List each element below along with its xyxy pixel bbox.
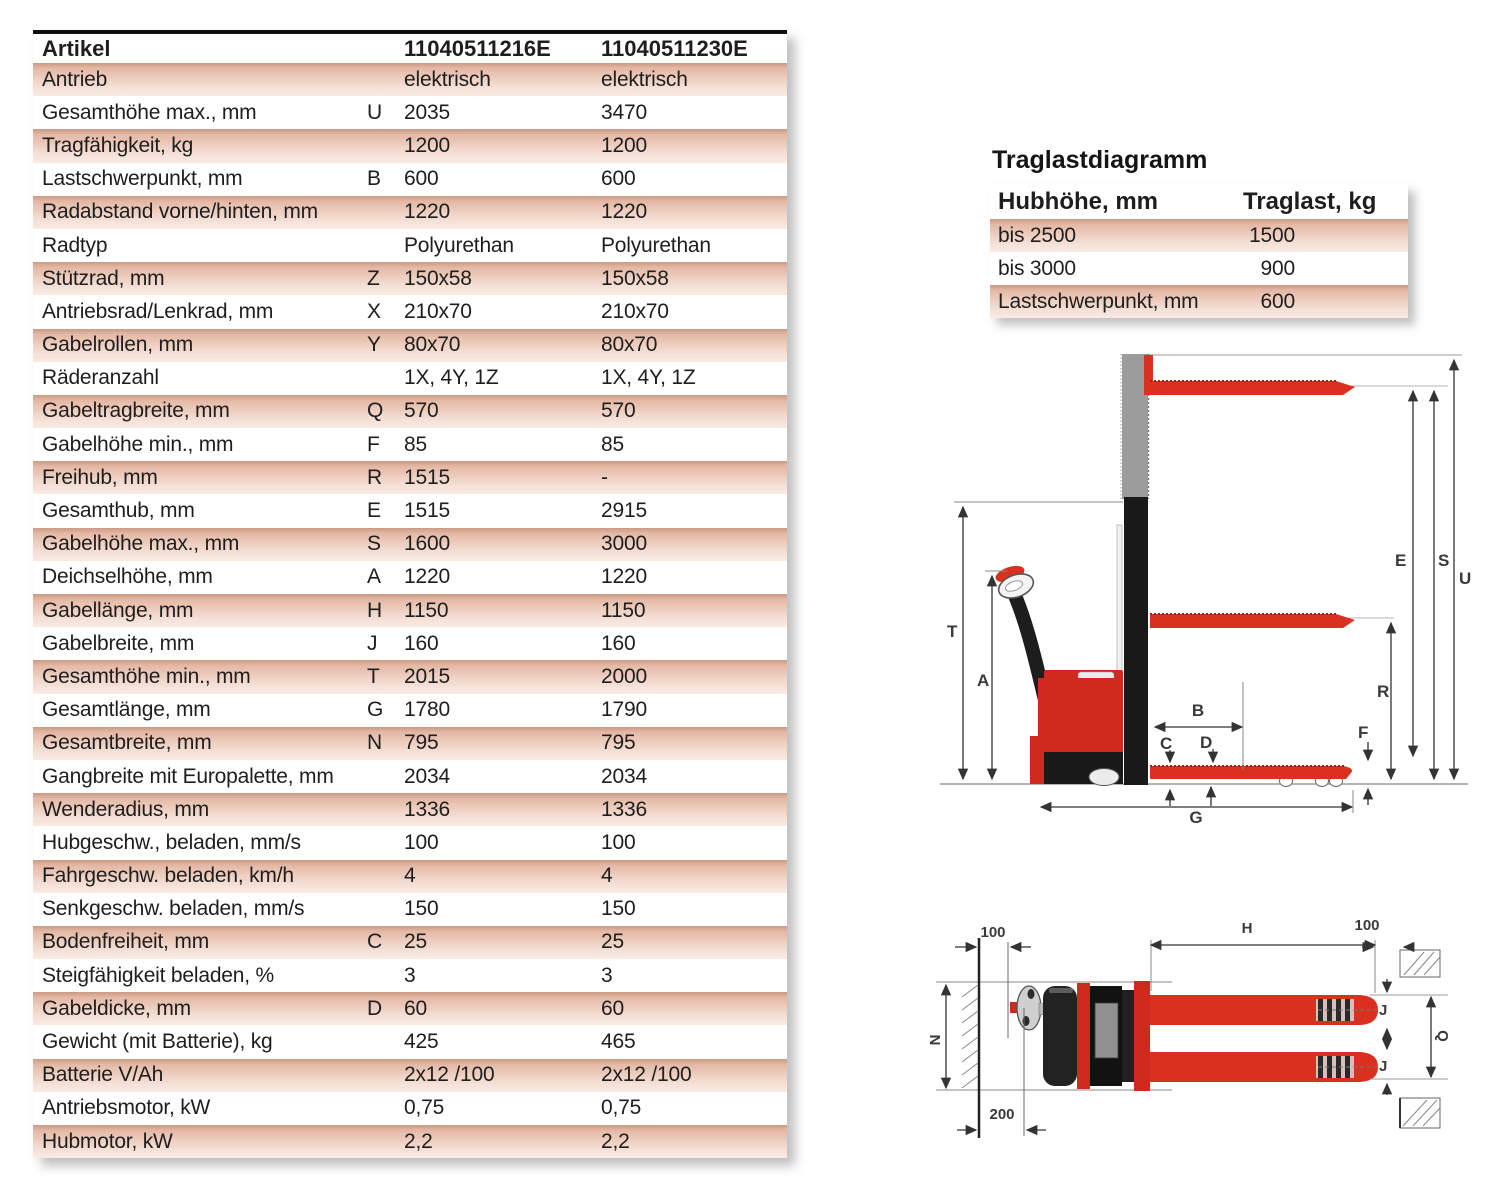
load-chart-row [990, 219, 1408, 252]
body-red-housing [1038, 678, 1123, 756]
spec-row-value-model-2: 3000 [601, 532, 647, 556]
dim-label-N: N [927, 1034, 944, 1046]
spec-row-value-model-2: 2,2 [601, 1129, 630, 1153]
spec-row-value-model-2: 160 [601, 631, 636, 655]
spec-row-value-model-2: 85 [601, 432, 624, 456]
spec-row-label: Gabeldicke, mm [42, 996, 191, 1020]
spec-table [33, 30, 787, 1158]
spec-table-row [33, 893, 787, 926]
spec-row-value-model-2: 4 [601, 864, 613, 888]
spec-row-value-model-2: 2915 [601, 499, 647, 523]
spec-row-value-model-1: 3 [404, 963, 416, 987]
spec-table-row [33, 926, 787, 959]
spec-table-row [33, 860, 787, 893]
stacker-side-view-drawing [930, 340, 1505, 855]
spec-row-dimension-letter: Q [367, 399, 384, 423]
spec-table-row [33, 163, 787, 196]
spec-table-row [33, 494, 787, 527]
spec-table-row [33, 295, 787, 328]
spec-row-value-model-2: 3470 [601, 100, 647, 124]
dim-label-200: 200 [989, 1106, 1015, 1123]
dim-label-A: A [977, 671, 990, 690]
spec-table-row [33, 992, 787, 1025]
spec-row-label: Lastschwerpunkt, mm [42, 167, 243, 191]
dim-label-J-upper: J [1379, 1002, 1388, 1019]
spec-row-value-model-1: 2x12 /100 [404, 1063, 495, 1087]
dim-label-J-lower: J [1379, 1058, 1388, 1075]
dim-label-U: U [1459, 569, 1472, 588]
spec-table-row [33, 229, 787, 262]
spec-row-value-model-1: 2035 [404, 100, 450, 124]
spec-row-value-model-2: 1150 [601, 598, 646, 622]
load-chart-header-row [990, 184, 1408, 219]
top-view-dimension-lines [946, 940, 1448, 1136]
spec-table-row [33, 528, 787, 561]
spec-row-value-model-2: - [601, 465, 608, 489]
spec-row-dimension-letter: Y [367, 333, 381, 357]
spec-row-value-model-1: Polyurethan [404, 233, 514, 257]
spec-row-value-model-2: 1220 [601, 200, 647, 224]
spec-row-dimension-letter: F [367, 432, 380, 456]
spec-row-value-model-1: 160 [404, 631, 439, 655]
spec-row-label: Gangbreite mit Europalette, mm [42, 764, 334, 788]
spec-row-label: Stützrad, mm [42, 266, 165, 290]
tiller-hub [1010, 1002, 1017, 1013]
spec-row-label: Hubmotor, kW [42, 1129, 173, 1153]
spec-table-row [33, 461, 787, 494]
spec-row-dimension-letter: R [367, 465, 382, 489]
fork-raised-middle [1150, 614, 1355, 628]
load-row-value: 900 [1260, 256, 1295, 280]
spec-table-row [33, 96, 787, 129]
spec-row-dimension-letter: H [367, 598, 382, 622]
pallet-wall-blocks [1400, 950, 1440, 1128]
spec-row-value-model-1: 1220 [404, 200, 450, 224]
dim-label-D: D [1200, 733, 1213, 752]
load-row-label: bis 3000 [998, 256, 1076, 280]
spec-row-value-model-2: Polyurethan [601, 233, 711, 257]
spec-table-row [33, 627, 787, 660]
spec-row-dimension-letter: T [367, 664, 380, 688]
dim-label-F: F [1358, 723, 1369, 742]
dim-label-Q: Q [1434, 1030, 1451, 1042]
spec-row-value-model-1: 150 [404, 897, 439, 921]
spec-header-article: Artikel [42, 35, 111, 61]
dim-label-T: T [947, 622, 958, 641]
spec-row-dimension-letter: Z [367, 266, 380, 290]
dim-label-S: S [1438, 551, 1450, 570]
spec-row-dimension-letter: G [367, 698, 384, 722]
spec-row-value-model-1: 600 [404, 167, 439, 191]
spec-row-value-model-1: 210x70 [404, 299, 472, 323]
dim-label-100-left: 100 [980, 924, 1006, 941]
stacker-top-view-drawing [925, 890, 1505, 1195]
spec-row-value-model-2: 2000 [601, 664, 647, 688]
spec-row-label: Fahrgeschw. beladen, km/h [42, 864, 294, 888]
spec-table-row [33, 362, 787, 395]
spec-row-value-model-2: 1200 [601, 133, 647, 157]
spec-row-dimension-letter: X [367, 299, 381, 323]
spec-table-row [33, 329, 787, 362]
load-chart-body [990, 219, 1408, 318]
spec-row-dimension-letter: C [367, 930, 382, 954]
spec-table-row [33, 561, 787, 594]
spec-row-value-model-1: 425 [404, 1030, 439, 1054]
spec-table-row [33, 826, 787, 859]
spec-row-label: Antrieb [42, 67, 108, 91]
spec-row-value-model-1: 2015 [404, 664, 450, 688]
spec-row-dimension-letter: N [367, 731, 382, 755]
spec-table-row [33, 1125, 787, 1158]
spec-table-body [33, 63, 787, 1158]
spec-row-label: Antriebsmotor, kW [42, 1096, 211, 1120]
spec-row-label: Hubgeschw., beladen, mm/s [42, 830, 301, 854]
spec-row-value-model-2: 80x70 [601, 333, 658, 357]
load-row-value: 600 [1260, 289, 1295, 313]
spec-row-value-model-1: 60 [404, 996, 427, 1020]
fork-carriage-beam [1134, 981, 1150, 1091]
spec-row-value-model-1: 1780 [404, 698, 450, 722]
spec-row-dimension-letter: B [367, 167, 381, 191]
load-chart-table [990, 184, 1408, 318]
load-row-label: Lastschwerpunkt, mm [998, 289, 1199, 313]
spec-row-value-model-2: 2034 [601, 764, 647, 788]
wall-hatching [962, 985, 978, 1088]
spec-table-row [33, 959, 787, 992]
spec-row-value-model-2: 600 [601, 167, 636, 191]
spec-row-value-model-2: 60 [601, 996, 624, 1020]
tiller-base-housing [1043, 986, 1077, 1086]
spec-table-row [33, 395, 787, 428]
spec-header-model-2: 11040511230E [601, 35, 748, 61]
spec-row-value-model-2: elektrisch [601, 67, 688, 91]
spec-row-label: Gesamthub, mm [42, 499, 195, 523]
spec-row-value-model-1: 795 [404, 731, 439, 755]
dim-label-100-right: 100 [1354, 917, 1380, 934]
spec-row-label: Gabellänge, mm [42, 598, 194, 622]
dim-label-E: E [1395, 551, 1407, 570]
spec-table-row [33, 1025, 787, 1058]
load-chart-row [990, 285, 1408, 318]
spec-row-value-model-2: 150x58 [601, 266, 669, 290]
spec-row-value-model-2: 2x12 /100 [601, 1063, 692, 1087]
stacker-body-top-view [1010, 981, 1150, 1091]
spec-row-label: Gabelhöhe max., mm [42, 532, 240, 556]
spec-row-dimension-letter: D [367, 996, 382, 1020]
spec-row-value-model-2: 25 [601, 930, 624, 954]
spec-row-value-model-1: 100 [404, 830, 439, 854]
spec-row-value-model-2: 1220 [601, 565, 647, 589]
spec-table-row [33, 594, 787, 627]
spec-row-value-model-1: 2,2 [404, 1129, 433, 1153]
spec-row-value-model-1: 0,75 [404, 1096, 445, 1120]
spec-row-label: Radtyp [42, 233, 108, 257]
spec-row-label: Deichselhöhe, mm [42, 565, 213, 589]
spec-row-label: Wenderadius, mm [42, 797, 210, 821]
spec-table-row [33, 694, 787, 727]
spec-table-row [33, 63, 787, 96]
spec-row-value-model-2: 465 [601, 1030, 636, 1054]
spec-row-value-model-2: 1336 [601, 797, 647, 821]
spec-row-dimension-letter: E [367, 499, 381, 523]
drive-wheel [1089, 769, 1119, 786]
load-chart-title: Traglastdiagramm [992, 146, 1208, 174]
spec-row-label: Gesamtbreite, mm [42, 731, 212, 755]
spec-row-value-model-1: 1220 [404, 565, 450, 589]
spec-row-label: Gabelbreite, mm [42, 631, 195, 655]
spec-row-value-model-2: 3 [601, 963, 613, 987]
spec-row-label: Räderanzahl [42, 366, 159, 390]
spec-table-row [33, 129, 787, 162]
dim-label-C: C [1160, 734, 1173, 753]
spec-row-value-model-2: 100 [601, 830, 636, 854]
spec-row-value-model-2: 1X, 4Y, 1Z [601, 366, 696, 390]
dim-label-R: R [1377, 682, 1390, 701]
spec-table-row [33, 262, 787, 295]
spec-row-value-model-2: 570 [601, 399, 636, 423]
spec-row-value-model-1: 80x70 [404, 333, 461, 357]
spec-row-value-model-2: 0,75 [601, 1096, 642, 1120]
spec-row-value-model-2: 795 [601, 731, 636, 755]
spec-row-label: Tragfähigkeit, kg [42, 133, 194, 157]
spec-row-dimension-letter: U [367, 100, 382, 124]
spec-table-row [33, 793, 787, 826]
spec-row-label: Steigfähigkeit beladen, % [42, 963, 274, 987]
spec-row-label: Gewicht (mit Batterie), kg [42, 1030, 273, 1054]
spec-row-label: Bodenfreiheit, mm [42, 930, 210, 954]
load-chart-header-traglast: Traglast, kg [1243, 187, 1377, 215]
load-row-label: bis 2500 [998, 223, 1076, 247]
spec-row-value-model-2: 210x70 [601, 299, 669, 323]
stacker-body [994, 563, 1123, 786]
spec-row-value-model-1: 570 [404, 399, 439, 423]
spec-row-value-model-2: 150 [601, 897, 636, 921]
spec-row-value-model-1: 150x58 [404, 266, 472, 290]
load-chart-header-hubhoehe: Hubhöhe, mm [998, 187, 1158, 215]
spec-row-value-model-1: 4 [404, 864, 416, 888]
spec-table-row [33, 727, 787, 760]
spec-row-value-model-1: elektrisch [404, 67, 491, 91]
load-row-value: 1500 [1249, 223, 1295, 247]
spec-table-row [33, 196, 787, 229]
spec-row-value-model-1: 85 [404, 432, 427, 456]
fork-raised-top [1150, 381, 1355, 395]
spec-table-row [33, 1059, 787, 1092]
spec-row-label: Radabstand vorne/hinten, mm [42, 200, 318, 224]
spec-row-value-model-1: 1515 [404, 499, 450, 523]
spec-row-value-model-1: 1515 [404, 465, 450, 489]
spec-row-label: Gesamtlänge, mm [42, 698, 211, 722]
spec-row-label: Gabelrollen, mm [42, 333, 194, 357]
spec-row-dimension-letter: J [367, 631, 378, 655]
spec-row-value-model-1: 1X, 4Y, 1Z [404, 366, 499, 390]
spec-row-value-model-1: 2034 [404, 764, 450, 788]
spec-table-header-row [33, 34, 787, 63]
spec-header-model-1: 11040511216E [404, 35, 551, 61]
spec-row-label: Gabelhöhe min., mm [42, 432, 234, 456]
battery-cover [1095, 1003, 1118, 1058]
spec-row-value-model-1: 1200 [404, 133, 450, 157]
spec-row-dimension-letter: S [367, 532, 381, 556]
spec-row-value-model-1: 1336 [404, 797, 450, 821]
forks-top-view [1150, 995, 1380, 1082]
spec-row-label: Gesamthöhe max., mm [42, 100, 257, 124]
spec-table-row [33, 428, 787, 461]
dim-label-B: B [1191, 701, 1205, 720]
spec-row-value-model-1: 1150 [404, 598, 449, 622]
spec-row-value-model-1: 25 [404, 930, 427, 954]
dim-label-H: H [1241, 920, 1253, 937]
spec-table-row [33, 660, 787, 693]
spec-row-label: Senkgeschw. beladen, mm/s [42, 897, 305, 921]
spec-table-row [33, 760, 787, 793]
load-chart-row [990, 252, 1408, 285]
spec-row-label: Freihub, mm [42, 465, 158, 489]
spec-row-value-model-2: 1790 [601, 698, 647, 722]
dim-label-G: G [1189, 808, 1203, 827]
spec-row-label: Gabeltragbreite, mm [42, 399, 230, 423]
spec-table-row [33, 1092, 787, 1125]
spec-row-dimension-letter: A [367, 565, 381, 589]
spec-row-label: Gesamthöhe min., mm [42, 664, 251, 688]
spec-row-label: Antriebsrad/Lenkrad, mm [42, 299, 274, 323]
spec-row-value-model-1: 1600 [404, 532, 450, 556]
spec-row-label: Batterie V/Ah [42, 1063, 164, 1087]
